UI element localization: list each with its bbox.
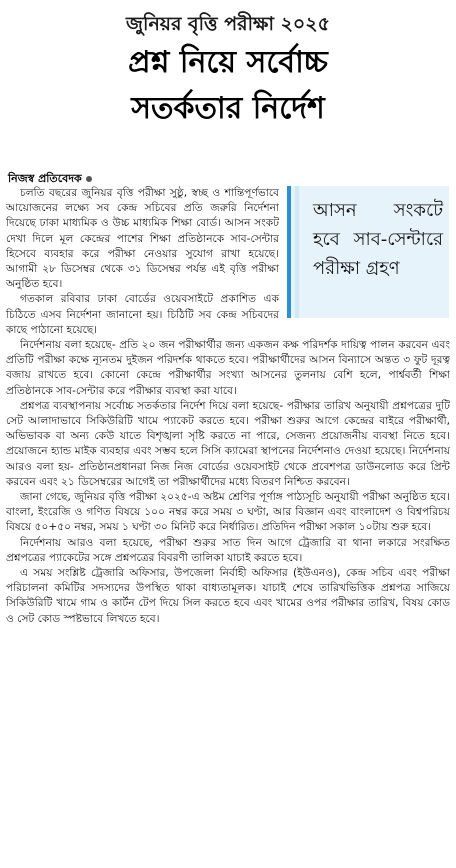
paragraph: নির্দেশনায় আরও বলা হয়েছে, পরীক্ষা শুরুর সাত দিন আগে ট্রেজারি বা থানা লকারে সংরক্ষিত প্রশ্নপত্রের প্যাকেটের সঙ্গে প্রশ্নপত্রের বিবরণী তালিকা যাচাই করতে হবে। [6,536,450,564]
paragraph: গতকাল রবিবার ঢাকা বোর্ডের ওয়েবসাইটে প্রকাশিত এক চিঠিতে এসব নির্দেশনা জানানো হয়। চিঠিটি সব কেন্দ্র সচিবদের কাছে পাঠানো হয়েছে। [6,293,279,336]
pull-quote [287,186,449,318]
article-headline [8,40,448,132]
pull-quote-accent [295,186,299,318]
headline-line-1: প্রশ্ন নিয়ে সর্বোচ্চ [128,45,328,80]
paragraph: নির্দেশনায় বলা হয়েছে- প্রতি ২০ জন পরীক্ষার্থীর জন্য একজন কক্ষ পরিদর্শক দায়িত্ব পালন করবেন এবং প্রতিটি পরীক্ষা কক্ষে ন্যূনতম দুইজন পরিদর্শক থাকতে হবে। পরীক্ষার্থীদের আসন বিন্যাসে অন্তত ৩ ফুট দূরত্ব বজায় রাখতে হবে। কোনো কেন্দ্রে পরীক্ষার্থীর সংখ্যা আসনের তুলনায় বেশি হলে, পার্শ্ববর্তী শিক্ষা প্রতিষ্ঠানকে সাব-সেন্টার করে পরীক্ষার ব্যবস্থা করা যাবে। [6,339,450,397]
layout-spacer [449,186,450,264]
bullet-icon [86,176,92,182]
headline-line-2: সতর্কতার নির্দেশ [131,91,325,126]
byline-text: নিজস্ব প্রতিবেদক [8,172,82,185]
article-kicker: জুনিয়র বৃত্তি পরীক্ষা ২০২৫ [126,13,330,35]
paragraph: প্রশ্নপত্র ব্যবস্থাপনায় সর্বোচ্চ সতর্কতার নির্দেশ দিয়ে বলা হয়েছে- পরীক্ষার তারিখ অনুযায়ী প্রশ্নপত্রের দুটি সেট আলাদাভাবে সিকিউরিটি খামে প্যাকেট করতে হবে। পরীক্ষা শুরুর আগে কেন্দ্রের বাইরে পরীক্ষার্থী, অভিভাবক বা অন্য কেউ যাতে বিশৃঙ্খলা সৃষ্টি করতে না পারে, সেজন্য প্রয়োজনীয় ব্যবস্থা নিতে হবে। প্রয়োজনে হ্যান্ড মাইক ব্যবহার এবং সম্ভব হলে সিসি ক্যামেরা স্থাপনের নির্দেশনাও দেওয়া হয়েছে। নির্দেশনায় আরও বলা হয়- প্রতিষ্ঠানপ্রধানরা নিজ নিজ বোর্ডের ওয়েবসাইট থেকে প্রবেশপত্র ডাউনলোড করে প্রিন্ট করবেন এবং ২১ ডিসেম্বরের আগেই তা পরীক্ষার্থীদের মধ্যে বিতরণ নিশ্চিত করবেন। [6,399,450,488]
paragraph: এ সময় সংশ্লিষ্ট ট্রেজারি অফিসার, উপজেলা নির্বাহী অফিসার (ইউএনও), কেন্দ্র সচিব এবং পরীক্ষা পরিচালনা কমিটির সদস্যদের উপস্থিত থাকা বাধ্যতামূলক। যাচাই শেষে তারিখভিত্তিক প্রশ্নপত্র সাজিয়ে সিকিউরিটি খামে গাম ও কার্টন টেপ দিয়ে সিল করতে হবে এবং খামের ওপর পরীক্ষার তারিখ, বিষয় কোড ও সেট কোড স্পষ্টভাবে লিখতে হবে। [6,567,450,625]
paragraph: চলতি বছরের জুনিয়র বৃত্তি পরীক্ষা সুষ্ঠু, স্বচ্ছ ও শান্তিপূর্ণভাবে আয়োজনের লক্ষ্যে সব কেন্দ্র সচিবের প্রতি জরুরি নির্দেশনা দিয়েছে ঢাকা মাধ্যমিক ও উচ্চ মাধ্যমিক শিক্ষা বোর্ড। আসন সংকট দেখা দিলে মূল কেন্দ্রের পাশের শিক্ষা প্রতিষ্ঠানকে সাব-সেন্টার হিসেবে ব্যবহার করে পরীক্ষা নেওয়ার সুযোগ রাখা হয়েছে। আগামী ২৮ ডিসেম্বর থেকে ৩১ ডিসেম্বর পর্যন্ত এই বৃত্তি পরীক্ষা অনুষ্ঠিত হবে। [6,187,279,291]
news-article [0,10,456,868]
pull-quote-text: আসন সংকটে হবে সাব-সেন্টারে পরীক্ষা গ্রহণ [313,200,443,279]
article-body [6,186,450,627]
paragraph: জানা গেছে, জুনিয়র বৃত্তি পরীক্ষা ২০২৫-এ অষ্টম শ্রেণির পূর্ণাঙ্গ পাঠ্যসূচি অনুযায়ী পরীক্ষা অনুষ্ঠিত হবে। বাংলা, ইংরেজি ও গণিত বিষয়ে ১০০ নম্বর করে সময় ৩ ঘণ্টা, আর বিজ্ঞান এবং বাংলাদেশ ও বিশ্বপরিচয় বিষয়ে ৫০+৫০ নম্বর, সময় ১ ঘণ্টা ৩০ মিনিট করে নির্ধারিত। প্রতিদিন পরীক্ষা সকাল ১০টায় শুরু হবে। [6,491,450,534]
